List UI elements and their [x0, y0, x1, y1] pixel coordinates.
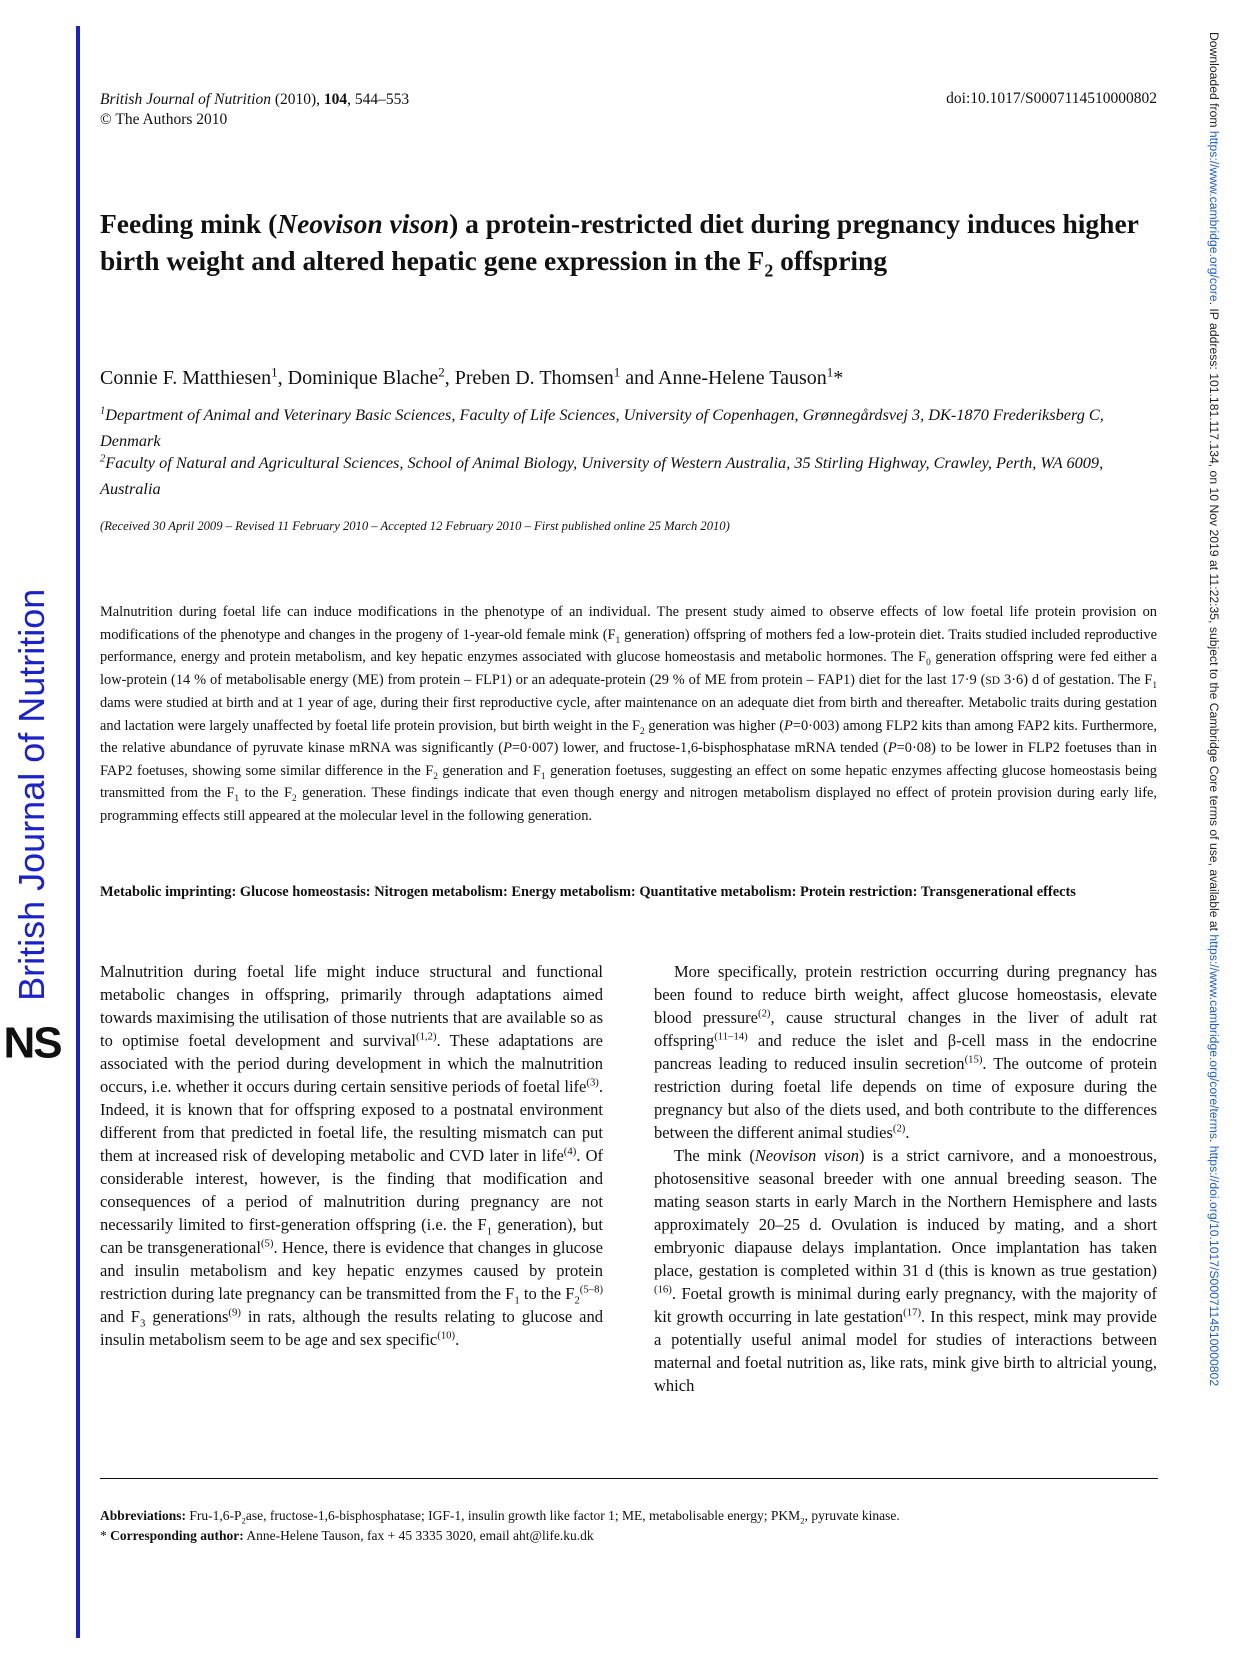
- citation-ref: (15): [964, 1053, 983, 1066]
- title-part-3: offspring: [773, 245, 888, 276]
- copyright: © The Authors 2010: [100, 111, 228, 128]
- body-text: and F: [100, 1307, 140, 1326]
- affiliation-1: [100, 402, 1160, 453]
- corresponding-star: *: [100, 1528, 107, 1543]
- download-sep: .: [1207, 1138, 1221, 1146]
- author-sup: 1: [826, 364, 834, 380]
- author-sup: 1: [613, 364, 621, 380]
- abstract-text: to the F: [239, 785, 292, 801]
- abstract-sub: 2: [433, 771, 438, 782]
- abstract-sub: 1: [1152, 680, 1157, 691]
- body-text: in rats, although the results relating to glucose and insulin metabolism seem to be age and sex specific: [100, 1307, 604, 1349]
- journal-volume: 104: [323, 91, 348, 108]
- citation-ref: (1,2): [416, 1030, 437, 1043]
- citation-ref: (16): [654, 1283, 672, 1296]
- footnote-sub: 2: [800, 1515, 805, 1526]
- abstract-text: =0·007) lower, and fructose-1,6-bisphosphatase mRNA tended (: [511, 740, 888, 756]
- abstract-sub: 1: [540, 771, 546, 782]
- corresponding-text: Anne-Helene Tauson, fax + 45 3335 3020, email aht@life.ku.dk: [243, 1528, 594, 1543]
- citation-ref: (3): [586, 1076, 599, 1089]
- journal-pages: , 544–553: [347, 91, 410, 108]
- body-text: . In this respect, mink may provide a potentially useful animal model for studies of interactions between maternal and foetal nutrition as, like rats, mink give birth to altricial young, which: [654, 1307, 1157, 1395]
- body-sub: 2: [574, 1294, 580, 1307]
- abstract-text: generation offspring were fed either a low-protein (14 % of metabolisable energy (ME) from protein – FLP1) or an adequate-protein (29 % of ME from protein – FAP1) diet for the last 17·9 (: [100, 649, 1158, 688]
- citation-ref: (5–8): [579, 1283, 604, 1296]
- abstract-sub: 1: [615, 635, 621, 646]
- body-text: The mink (: [674, 1146, 755, 1165]
- affiliation-text: Department of Animal and Veterinary Basic Sciences, Faculty of Life Sciences, University of Copenhagen, Grønnegårdsvej 3, DK-1870 Frederiksberg C, Denmark: [100, 405, 1104, 450]
- abbreviations-footnote: [100, 1506, 1158, 1526]
- citation-ref: (10): [437, 1329, 456, 1342]
- footnote-divider: [100, 1478, 1158, 1479]
- abstract-text: generation. These findings indicate that even though energy and nitrogen metabolism displayed no effect of protein provision during early life, programming effects still appeared at the molecular level in the following generation.: [100, 785, 1157, 824]
- footnote-text: , pyruvate kinase.: [804, 1508, 900, 1523]
- body-sub: 3: [140, 1317, 146, 1330]
- body-text: to the F: [519, 1284, 575, 1303]
- title-part-2: ) a protein-restricted diet during pregnancy induces higher birth weight and altered hepatic gene expression in the F: [100, 208, 1139, 276]
- body-text: generation), but can be transgenerational: [100, 1215, 603, 1257]
- abstract-p: P: [887, 740, 897, 756]
- title-part-1: Feeding mink (: [100, 208, 278, 239]
- side-journal-name: British Journal of Nutrition: [11, 588, 52, 1001]
- body-text: More specifically, protein restriction occurring during pregnancy has been found to reduce birth weight, affect glucose homeostasis, elevate blood pressure: [654, 962, 1157, 1027]
- abstract-sd: SD: [985, 674, 1001, 687]
- body-paragraph: [654, 960, 1157, 1144]
- author-sup: 1: [271, 364, 278, 380]
- body-sub: 1: [486, 1225, 493, 1238]
- download-ip-text: . IP address: 101.181.117.134, on 10 Nov 2019 at 11:22:35, subject to the Cambridge Core terms of use, available at: [1207, 301, 1221, 935]
- citation-ref: (11–14): [714, 1030, 748, 1043]
- journal-year: (2010),: [274, 91, 321, 108]
- abstract-p: P: [784, 717, 793, 734]
- abstract: [100, 601, 1157, 827]
- abstract-text: generation was higher (: [644, 717, 785, 734]
- citation-ref: (2): [758, 1007, 771, 1020]
- abstract-text: =0·08) to be lower in FLP2 foetuses than in FAP2 foetuses, showing some similar difference in the F: [100, 740, 1158, 779]
- body-column-right: [654, 960, 1157, 1397]
- body-text: ) is a strict carnivore, and a monoestrous, photosensitive seasonal breeder with one annual breeding season. The mating season starts in early March in the Northern Hemisphere and lasts approximately 20–25 d. Ovulation is induced by mating, and a short embryonic diapause delays implantation. Once implantation has taken place, gestation is completed within 31 d (this is known as true gestation): [654, 1146, 1157, 1280]
- side-journal-banner: [3, 552, 61, 1072]
- body-text: . These adaptations are associated with the period during development in which the malnutrition occurs, i.e. whether it occurs during certain sensitive periods of foetal life: [100, 1031, 603, 1096]
- abstract-sub: 2: [292, 793, 297, 804]
- abbreviations-label: Abbreviations:: [100, 1508, 187, 1523]
- author-name: Connie F. Matthiesen: [100, 367, 272, 389]
- body-paragraph: [654, 1144, 1157, 1397]
- keywords: Metabolic imprinting: Glucose homeostasis: Nitrogen metabolism: Energy metabolism: Quantitative metabolism: Protein restriction: Transgenerational effects: [100, 884, 1076, 900]
- body-text: . Foetal growth is minimal during early pregnancy, with the majority of kit growth occurring in late gestation: [654, 1284, 1157, 1326]
- abstract-sub: 1: [234, 793, 240, 804]
- journal-accent-rule: [76, 26, 80, 1638]
- body-text: . Hence, there is evidence that changes in glucose and insulin metabolism and key hepatic enzymes caused by protein restriction during late pregnancy can be transmitted from the F: [100, 1238, 603, 1303]
- ns-logo-icon: NS: [3, 1018, 61, 1068]
- author-list: [100, 364, 844, 390]
- body-column-left: [100, 960, 603, 1351]
- author-name: , Preben D. Thomsen: [444, 367, 614, 389]
- body-text: . Indeed, it is known that for offspring exposed to a postnatal environment different from that predicted in foetal life, the resulting mismatch can put them at increased risk of developing metabolic and CVD later in life: [100, 1077, 603, 1165]
- doi: doi:10.1017/S0007114510000802: [946, 90, 1157, 107]
- citation-ref: (17): [903, 1306, 922, 1319]
- body-text: , cause structural changes in the liver of adult rat offspring: [654, 1008, 1157, 1050]
- body-text: .: [905, 1123, 910, 1142]
- abstract-text: generation and F: [437, 762, 541, 779]
- affiliation-number: 1: [100, 405, 106, 417]
- body-text: generations: [145, 1307, 229, 1326]
- abstract-text: generation) offspring of mothers fed a low-protein diet. Traits studied included reproductive performance, energy and protein metabolism, and key hepatic enzymes associated with glucose homeostasis and metabolic hormones. The F: [100, 626, 1157, 665]
- corresponding-author-footnote: [100, 1526, 1158, 1546]
- body-text: . Of considerable interest, however, is the finding that modification and consequences of a period of malnutrition during pregnancy are not necessarily limited to first-generation offspring (i.e. the F: [100, 1146, 603, 1234]
- corresponding-mark: *: [833, 367, 844, 389]
- download-notice: [1207, 32, 1221, 1627]
- article-title: [100, 205, 1160, 279]
- footnote-text: Fru-1,6-P: [186, 1508, 242, 1523]
- citation-ref: (9): [228, 1306, 241, 1319]
- body-text: and reduce the islet and β-cell mass in the endocrine pancreas leading to reduced insulin secretion: [654, 1031, 1157, 1073]
- body-sub: 1: [514, 1294, 520, 1307]
- affiliation-number: 2: [100, 453, 106, 465]
- title-species: Neovison vison: [277, 208, 450, 239]
- abstract-text: dams were studied at birth and at 1 year of age, during their first reproductive cycle, after maintenance on an adequate diet from birth and thereafter. Metabolic traits during gestation and lactation were largely unaffected by foetal life protein provision, but birth weight in the F: [100, 695, 1157, 734]
- body-paragraph: [100, 960, 603, 1351]
- author-sup: 2: [438, 364, 445, 380]
- cambridge-core-link[interactable]: https://www.cambridge.org/core: [1207, 130, 1221, 302]
- title-sub: 2: [764, 260, 774, 281]
- abstract-text: 3·6) d of gestation. The F: [1000, 671, 1153, 688]
- affiliation-2: [100, 450, 1160, 501]
- author-name: and Anne-Helene Tauson: [620, 367, 827, 389]
- author-name: , Dominique Blache: [277, 367, 439, 389]
- footnote-sub: 2: [241, 1515, 246, 1526]
- abstract-text: =0·003) among FLP2 kits than among FAP2 kits. Furthermore, the relative abundance of pyruvate kinase mRNA was significantly (: [100, 717, 1157, 756]
- corresponding-label: Corresponding author:: [110, 1528, 244, 1543]
- citation-ref: (4): [563, 1145, 577, 1158]
- abstract-sub: 0: [926, 657, 931, 668]
- download-prefix: Downloaded from: [1207, 32, 1221, 131]
- body-text: .: [455, 1330, 460, 1349]
- abstract-sub: 2: [640, 726, 645, 737]
- citation-ref: (5): [260, 1237, 274, 1250]
- journal-name: British Journal of Nutrition: [100, 91, 271, 108]
- abstract-text: generation foetuses, suggesting an effect on some hepatic enzymes affecting glucose homeostasis being transmitted from the F: [100, 762, 1157, 801]
- affiliation-text: Faculty of Natural and Agricultural Sciences, School of Animal Biology, University of Western Australia, 35 Stirling Highway, Crawley, Perth, WA 6009, Australia: [100, 453, 1104, 498]
- citation-ref: (2): [892, 1122, 906, 1135]
- journal-citation: [100, 90, 409, 130]
- doi-link[interactable]: https://doi.org/10.1017/S0007114510000802: [1207, 1145, 1221, 1387]
- terms-link[interactable]: https://www.cambridge.org/core/terms: [1207, 934, 1221, 1139]
- species-name: Neovison vison: [754, 1146, 859, 1165]
- footnote-text: ase, fructose-1,6-bisphosphatase; IGF-1, insulin growth like factor 1; ME, metabolisable energy; PKM: [245, 1508, 801, 1523]
- received-dates: (Received 30 April 2009 – Revised 11 February 2010 – Accepted 12 February 2010 – First published online 25 March 2010): [100, 519, 730, 533]
- abstract-text: Malnutrition during foetal life can induce modifications in the phenotype of an individual. The present study aimed to observe effects of low foetal life protein provision on modifications of the phenotype and changes in the progeny of 1-year-old female mink (F: [100, 604, 1157, 643]
- body-text: Malnutrition during foetal life might induce structural and functional metabolic changes in offspring, primarily through adaptations aimed towards maximising the utilisation of those nutrients that are available so as to optimise foetal development and survival: [100, 962, 603, 1050]
- body-text: . The outcome of protein restriction during foetal life depends on time of exposure during the pregnancy but also of the diets used, and both contribute to the differences between the different animal studies: [654, 1054, 1157, 1142]
- abstract-p: P: [503, 740, 512, 756]
